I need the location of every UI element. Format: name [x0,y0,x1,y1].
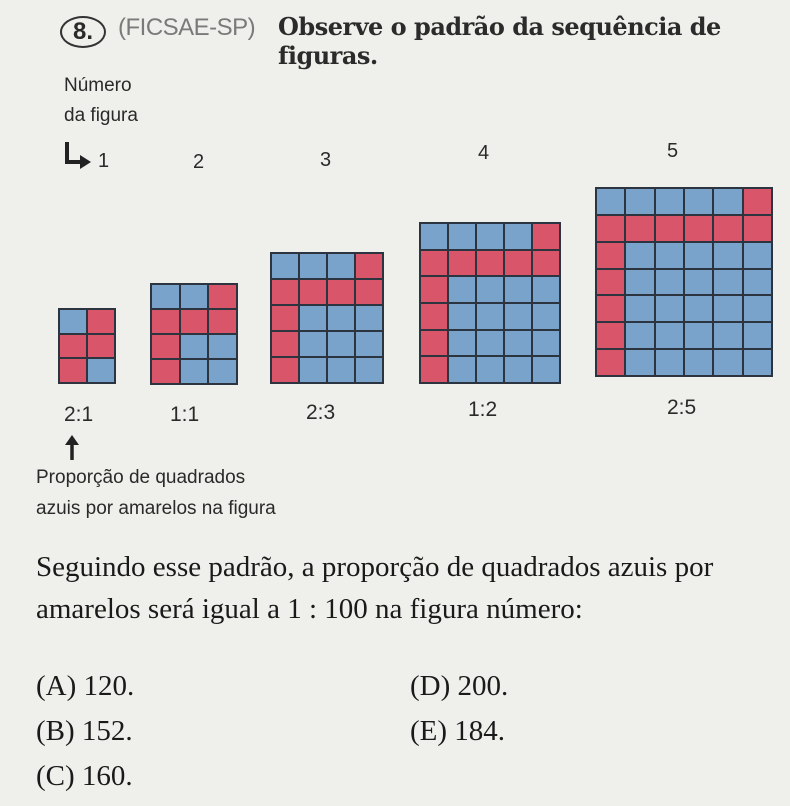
figure-cell [505,251,531,276]
figure-cell [505,331,531,356]
question-title: Observe o padrão da sequência de figuras. [278,12,721,70]
option-d: (D) 200. [410,670,509,702]
figure-cell [597,270,624,295]
figure-cell [272,254,298,278]
figure-cell [449,331,475,356]
figure-cell [626,296,653,321]
figure-cell [597,243,624,268]
figure-cell [533,357,559,382]
figure-cell [626,270,653,295]
figure-cell [356,306,382,330]
figure-cell [60,335,86,358]
figure-cell [328,332,354,356]
figure-cell [597,296,624,321]
figure-number-3: 3 [320,149,332,171]
figure-cell [272,358,298,382]
option-a: (A) 120. [36,670,135,702]
figure-cell [656,270,683,295]
proportion-label-1: Proporção de quadrados [36,467,246,488]
figure-cell [421,357,447,382]
figure-cell [597,323,624,348]
figure-cell [533,304,559,329]
figure-cell [209,360,236,383]
figure-cell [209,285,236,308]
figure-ratio-4: 1:2 [468,398,498,421]
figure-ratio-5: 2:5 [667,396,697,419]
figure-cell [685,323,712,348]
figure-cell [714,323,741,348]
figure-cell [181,360,208,383]
figure-cell [152,285,179,308]
figure-cell [533,224,559,249]
figure-number-label-1: Número [64,75,132,96]
figure-cell [300,306,326,330]
figure-cell [685,270,712,295]
figure-cell [597,216,624,241]
figure-cell [209,335,236,358]
figure-3-grid [270,252,384,384]
figure-number-2: 2 [193,151,205,173]
figure-cell [272,332,298,356]
figure-cell [744,216,771,241]
figure-cell [60,359,86,382]
figure-cell [88,335,114,358]
option-c: (C) 160. [36,760,133,792]
figure-cell [421,304,447,329]
figure-cell [626,350,653,375]
figure-cell [656,296,683,321]
figure-cell [656,323,683,348]
figure-cell [744,350,771,375]
figure-cell [626,323,653,348]
figure-cell [714,189,741,214]
figure-cell [477,357,503,382]
figure-cell [597,189,624,214]
figure-number-1: 1 [98,150,110,172]
figure-cell [477,331,503,356]
figure-cell [714,270,741,295]
figure-cell [597,350,624,375]
figure-cell [505,304,531,329]
figure-number-label-2: da figura [64,105,138,126]
figure-cell [181,285,208,308]
figure-cell [449,277,475,302]
figure-cell [626,243,653,268]
figure-cell [477,251,503,276]
figure-cell [505,224,531,249]
prompt-line-2: amarelos será igual a 1 : 100 na figura número: [36,593,583,625]
figure-cell [533,277,559,302]
figure-cell [477,304,503,329]
figure-cell [356,332,382,356]
figure-cell [744,270,771,295]
figure-cell [300,358,326,382]
question-number: 8. [60,16,106,48]
figure-cell [328,254,354,278]
figure-cell [714,296,741,321]
figure-2-grid [150,283,238,385]
figure-cell [505,357,531,382]
figure-cell [300,254,326,278]
figure-cell [685,216,712,241]
figure-cell [685,189,712,214]
figure-cell [744,296,771,321]
figure-cell [152,310,179,333]
prompt-line-1: Seguindo esse padrão, a proporção de quadrados azuis por [36,551,714,583]
figure-cell [328,358,354,382]
figure-cell [356,254,382,278]
figure-cell [152,360,179,383]
figure-cell [88,359,114,382]
figure-cell [272,280,298,304]
figure-cell [421,224,447,249]
option-b: (B) 152. [36,715,133,747]
figure-cell [533,331,559,356]
figure-cell [744,243,771,268]
figure-cell [356,358,382,382]
figure-cell [152,335,179,358]
figure-ratio-1: 2:1 [64,403,94,426]
figure-cell [656,243,683,268]
figure-cell [328,306,354,330]
figure-1-grid [58,308,116,384]
figure-cell [685,243,712,268]
figure-cell [685,350,712,375]
figure-cell [714,350,741,375]
figure-cell [272,306,298,330]
figure-cell [505,277,531,302]
figure-5-grid [595,187,773,377]
figure-cell [300,280,326,304]
figure-cell [685,296,712,321]
figure-cell [421,251,447,276]
figure-cell [421,331,447,356]
figure-cell [421,277,447,302]
figure-cell [714,216,741,241]
figure-cell [88,310,114,333]
question-source: (FICSAE-SP) [118,14,256,41]
arrow-up-icon [62,434,82,462]
figure-cell [328,280,354,304]
figure-cell [626,216,653,241]
figure-number-4: 4 [478,142,490,164]
figure-cell [477,224,503,249]
figure-cell [449,251,475,276]
arrow-right-icon [60,140,96,174]
figure-cell [449,304,475,329]
figure-cell [714,243,741,268]
figure-cell [449,224,475,249]
figure-cell [656,216,683,241]
figure-cell [656,350,683,375]
option-e: (E) 184. [410,715,506,747]
figure-cell [477,277,503,302]
figure-cell [300,332,326,356]
figure-cell [181,310,208,333]
figure-cell [181,335,208,358]
figure-4-grid [419,222,561,384]
figure-cell [356,280,382,304]
figure-cell [533,251,559,276]
figure-cell [744,189,771,214]
proportion-label-2: azuis por amarelos na figura [36,498,276,519]
figure-cell [60,310,86,333]
figure-ratio-2: 1:1 [170,403,200,426]
figure-cell [209,310,236,333]
figure-number-5: 5 [667,140,679,162]
figure-cell [449,357,475,382]
figure-cell [656,189,683,214]
figure-ratio-3: 2:3 [306,401,336,424]
figure-cell [626,189,653,214]
figure-cell [744,323,771,348]
